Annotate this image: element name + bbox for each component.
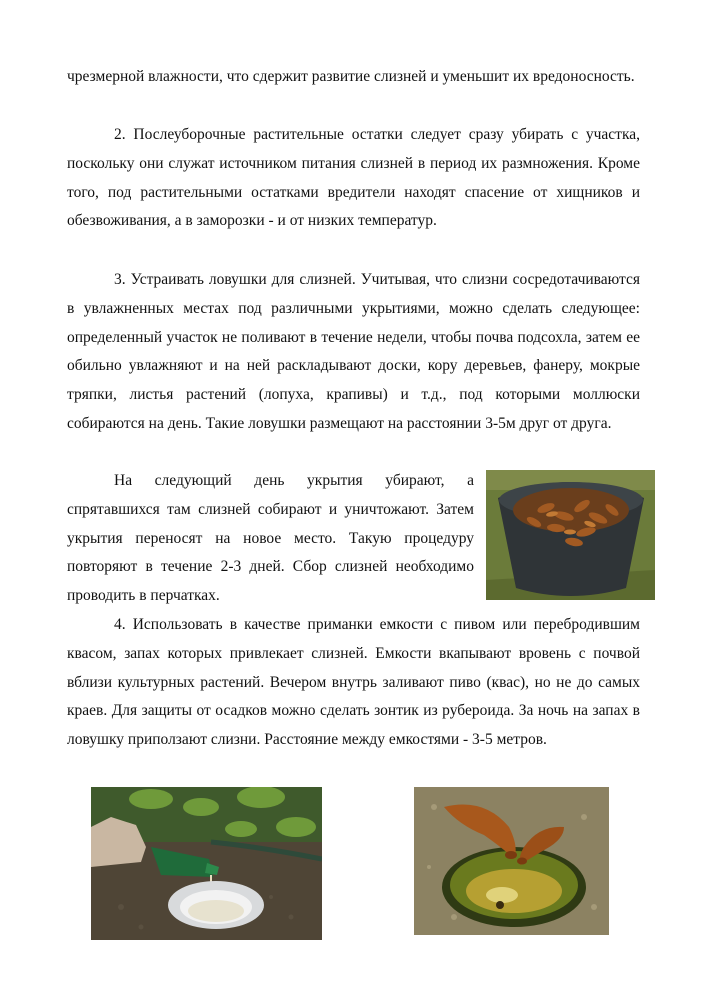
slugs-in-beer-trap-photo — [414, 787, 609, 935]
paragraph-item-2: 2. Послеуборочные растительные остатки следует сразу убирать с участка, поскольку они служат источником питания слизней в период их размножения. Кроме того, под растительными остатками вредители находят спасение от хищников и обезвоживания, а в заморозки - и от низких температур. — [67, 126, 640, 230]
beer-trap-pouring-photo — [91, 787, 322, 940]
bucket-of-slugs-photo — [486, 470, 655, 600]
paragraph-item-4: 4. Использовать в качестве приманки емкости с пивом или перебродившим квасом, запах которых привлекает слизней. Емкости вкапывают вровень с почвой вблизи культурных растений. Вечером внутрь заливают пиво (квас), но не до самых краев. Для защиты от осадков можно сделать зонтик из рубероида. За ночь на запах в ловушку приползают слизни. Расстояние между емкостями - 3-5 метров. — [67, 616, 640, 749]
paragraph-continuation: чрезмерной влажности, что сдержит развитие слизней и уменьшит их вредоносность. — [67, 68, 635, 85]
paragraph-trap-collection: На следующий день укрытия убирают, а спрятавшихся там слизней собирают и уничтожают. Затем укрытия переносят на новое место. Такую процедуру повторяют в течение 2-3 дней. Сбор слизней необходимо проводить в перчатках. — [67, 472, 474, 605]
paragraph-item-3: 3. Устраивать ловушки для слизней. Учитывая, что слизни сосредотачиваются в увлажненных местах под различными укрытиями, можно сделать следующее: определенный участок не поливают в течение недели, чтобы почва подсохла, затем ее обильно увлажняют и на ней раскладывают доски, кору деревьев, фанеру, мокрые тряпки, листья растений (лопуха, крапивы) и т.д., под которыми моллюски собираются на день. Такие ловушки размещают на расстоянии 3-5м друг от друга. — [67, 271, 640, 432]
